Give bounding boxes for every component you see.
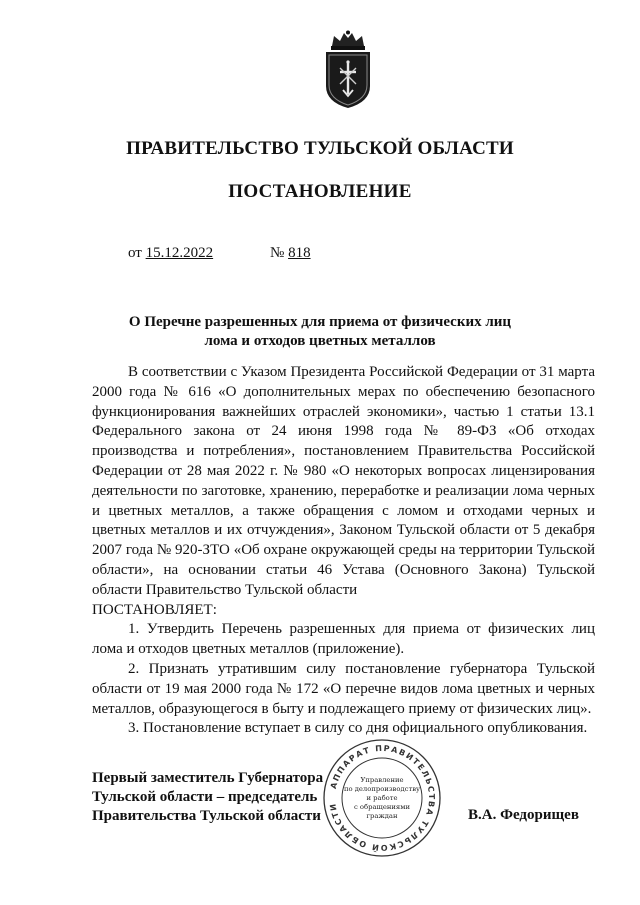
svg-text:Управление: Управление [360, 776, 404, 784]
date-prefix: от [128, 245, 142, 261]
number-prefix: № [270, 245, 285, 261]
subject-line-1: О Перечне разрешенных для приема от физических лиц [128, 314, 512, 330]
subject-line-2: лома и отходов цветных металлов [204, 333, 436, 349]
organization-title: ПРАВИТЕЛЬСТВО ТУЛЬСКОЙ ОБЛАСТИ [126, 138, 514, 159]
svg-text:АППАРАТ ПРАВИТЕЛЬСТВА ТУЛЬСКОЙ: АППАРАТ ПРАВИТЕЛЬСТВА ТУЛЬСКОЙ ОБЛАСТИ [328, 743, 437, 853]
svg-text:с обращениями: с обращениями [353, 803, 411, 811]
svg-text:граждан: граждан [366, 812, 398, 820]
svg-text:по делопроизводству: по делопроизводству [343, 785, 421, 793]
document-type: ПОСТАНОВЛЕНИЕ [228, 181, 412, 202]
preamble-paragraph: В соответствии с Указом Президента Российской Федерации от 31 марта 2000 года № 616 «О дополнительных мерах по обеспечению безопасного функционирования важнейших отраслей экономики», частью 1 статьи 13.1 Федерального закона от 24 июня 1998 года № 89-ФЗ «Об отходах производства и потребления», постановлением Правительства Российской Федерации от 28 мая 2022 г. № 980 «О некоторых вопросах лицензирования деятельности по заготовке, хранению, переработке и реализации лома черных и цветных металлов, а также обращения с ломом и отходами черных и цветных металлов и их отчуждения», Законом Тульской области от 5 декабря 2007 года № 920-ЗТО «Об охране окружающей среды на территории Тульской области», на основании статьи 46 Устава (Основного Закона) Тульской области Правительство Тульской области [92, 364, 595, 598]
document-date [128, 245, 213, 262]
signatory-line-2: Тульской области – председатель [92, 789, 318, 805]
item-1-paragraph: 1. Утвердить Перечень разрешенных для приема от физических лиц лома и отходов цветных металлов (приложение). [92, 621, 595, 658]
number-value: 818 [288, 245, 311, 261]
resolves-heading: ПОСТАНОВЛЯЕТ: [92, 601, 217, 618]
document-number [270, 245, 311, 262]
signatory-title [92, 769, 323, 826]
item-3-paragraph: 3. Постановление вступает в силу со дня официального опубликования. [128, 720, 588, 737]
official-stamp [320, 736, 444, 860]
signatory-line-3: Правительства Тульской области [92, 808, 321, 824]
document-subject [100, 313, 540, 351]
date-value: 15.12.2022 [145, 245, 214, 261]
signatory-line-1: Первый заместитель Губернатора [92, 770, 324, 786]
svg-text:и работе: и работе [366, 794, 398, 802]
item-2-paragraph: 2. Признать утратившим силу постановление губернатора Тульской области от 19 мая 2000 года № 172 «О перечне видов лома цветных и черных металлов, образующегося в быту и подлежащего приему от физических лиц». [92, 660, 595, 717]
signatory-name: В.А. Федорищев [468, 807, 579, 823]
document-body [92, 363, 595, 739]
coat-of-arms-emblem [320, 30, 376, 110]
